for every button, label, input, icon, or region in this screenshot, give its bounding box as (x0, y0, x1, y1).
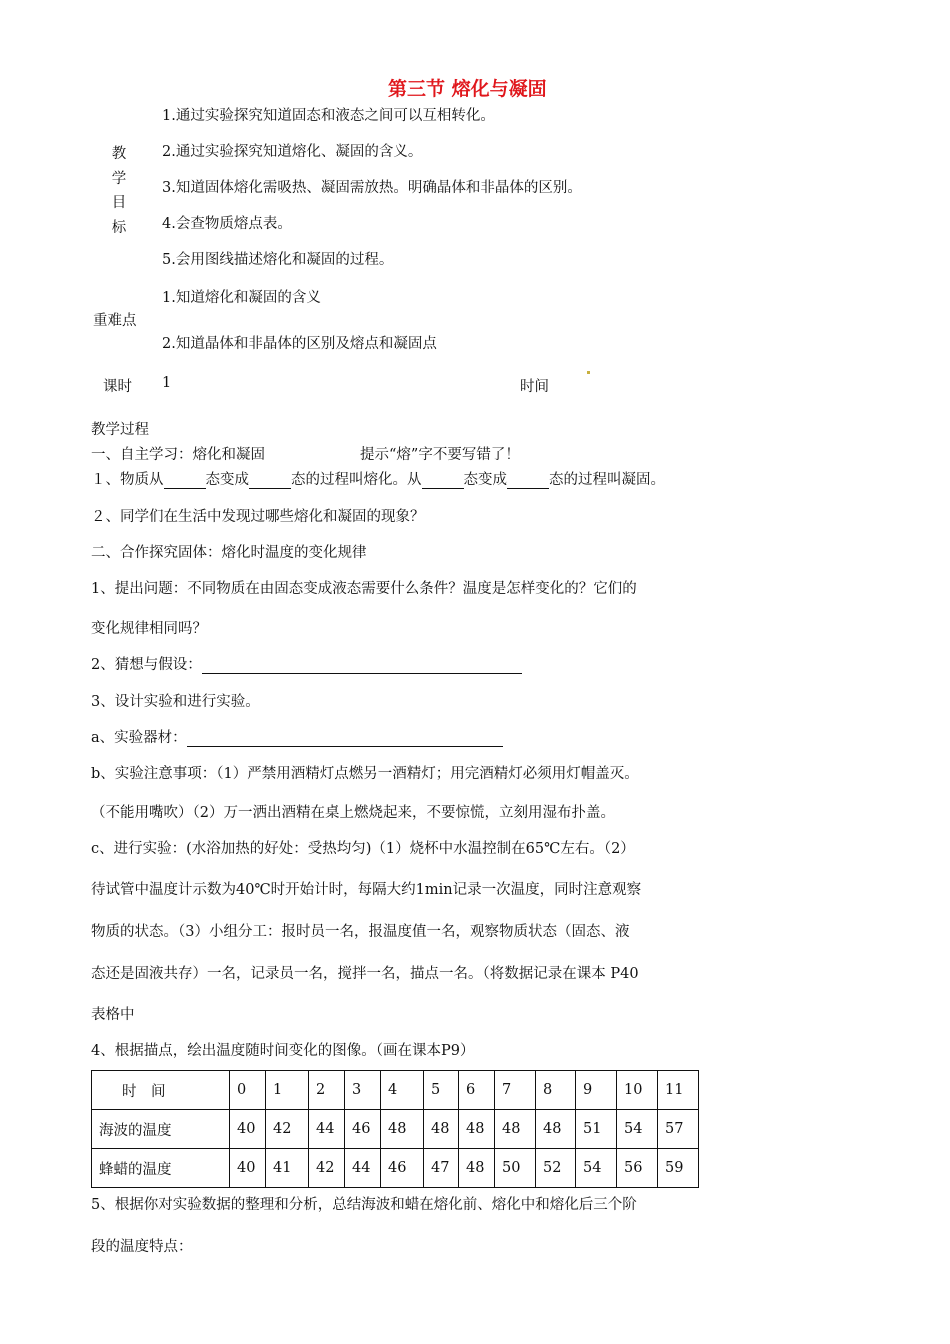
table-cell: 44 (309, 1110, 345, 1149)
question-1: １、物质从 态变成 态的过程叫熔化。从 态变成 态的过程叫凝固。 (91, 472, 665, 488)
paragraph: 段的温度特点： (91, 1239, 193, 1255)
table-cell: 44 (345, 1149, 381, 1188)
table-cell: 8 (536, 1071, 576, 1110)
table-cell: 42 (266, 1110, 309, 1149)
goal-item: 5.会用图线描述熔化和凝固的过程。 (162, 252, 394, 268)
table-cell: 52 (536, 1149, 576, 1188)
table-cell: 47 (424, 1149, 459, 1188)
goal-item: 2.通过实验探究知道熔化、凝固的含义。 (162, 144, 423, 160)
table-cell: 41 (266, 1149, 309, 1188)
difficulty-label: 重难点 (93, 313, 137, 329)
time-label: 时间 (520, 379, 549, 395)
table-cell: 9 (576, 1071, 617, 1110)
hint-text: 提示“熔”字不要写错了！ (360, 447, 520, 463)
table-row (92, 1149, 699, 1188)
table-cell: 51 (576, 1110, 617, 1149)
temperature-table (91, 1070, 699, 1188)
table-cell: 2 (309, 1071, 345, 1110)
goal-item: 3.知道固体熔化需吸热、凝固需放热。明确晶体和非晶体的区别。 (162, 180, 582, 196)
table-cell: 40 (230, 1149, 266, 1188)
table-cell: 46 (381, 1149, 424, 1188)
table-cell: 57 (658, 1110, 699, 1149)
paragraph: 待试管中温度计示数为40℃时开始计时，每隔大约1min记录一次温度，同时注意观察 (91, 882, 642, 898)
paragraph: 5、根据你对实验数据的整理和分析，总结海波和蜡在熔化前、熔化中和熔化后三个阶 (91, 1197, 637, 1213)
table-cell: 54 (617, 1110, 658, 1149)
process-heading: 教学过程 (91, 422, 149, 438)
difficulty-item: 1.知道熔化和凝固的含义 (162, 290, 321, 306)
paragraph: （不能用嘴吹）（2）万一洒出酒精在桌上燃烧起来，不要惊慌，立刻用湿布扑盖。 (91, 805, 615, 821)
paragraph: 态还是固液共存）一名，记录员一名，搅拌一名，描点一名。（将数据记录在课本 P40 (91, 966, 639, 982)
table-cell: 蜂蜡的温度 (92, 1149, 230, 1188)
table-cell: 11 (658, 1071, 699, 1110)
table-cell: 48 (495, 1110, 536, 1149)
table-row (92, 1071, 699, 1110)
table-cell: 48 (424, 1110, 459, 1149)
table-cell: 4 (381, 1071, 424, 1110)
table-cell: 海波的温度 (92, 1110, 230, 1149)
goal-item: 1.通过实验探究知道固态和液态之间可以互相转化。 (162, 108, 495, 124)
table-cell: 1 (266, 1071, 309, 1110)
equipment-blank[interactable] (187, 746, 503, 747)
blank-field[interactable] (249, 488, 291, 489)
hypothesis-line: 2、猜想与假设： (91, 653, 522, 674)
paragraph: 变化规律相同吗？ (91, 621, 207, 637)
table-cell: 48 (459, 1110, 495, 1149)
paragraph: 物质的状态。（3）小组分工：报时员一名，报温度值一名，观察物质状态（固态、液 (91, 924, 630, 940)
period-label: 课时 (103, 379, 132, 395)
table-cell: 42 (309, 1149, 345, 1188)
table-row (92, 1110, 699, 1149)
table-cell: 5 (424, 1071, 459, 1110)
paragraph: 1、提出问题：不同物质在由固态变成液态需要什么条件？温度是怎样变化的？它们的 (91, 581, 637, 597)
table-cell: 3 (345, 1071, 381, 1110)
blank-field[interactable] (164, 488, 206, 489)
table-cell: 48 (381, 1110, 424, 1149)
table-cell: 48 (536, 1110, 576, 1149)
page-title: 第三节 熔化与凝固 (388, 78, 547, 100)
paragraph: 表格中 (91, 1007, 135, 1023)
table-cell: 时 间 (92, 1071, 230, 1110)
table-cell: 48 (459, 1149, 495, 1188)
section-2-heading: 二、合作探究固体：熔化时温度的变化规律 (91, 545, 367, 561)
table-cell: 40 (230, 1110, 266, 1149)
period-value: 1 (162, 375, 172, 391)
paragraph: 4、根据描点，绘出温度随时间变化的图像。（画在课本P9） (91, 1043, 475, 1059)
difficulty-item: 2.知道晶体和非晶体的区别及熔点和凝固点 (162, 336, 437, 352)
table-cell: 46 (345, 1110, 381, 1149)
paragraph: c、进行实验：(水浴加热的好处：受热均匀)（1）烧杯中水温控制在65℃左右。（2） (91, 841, 635, 857)
hypothesis-blank[interactable] (202, 673, 522, 674)
goal-item: 4.会查物质熔点表。 (162, 216, 292, 232)
table-cell: 7 (495, 1071, 536, 1110)
table-cell: 56 (617, 1149, 658, 1188)
goals-label: 教 学 目 标 (111, 146, 127, 236)
section-1-heading: 一、自主学习：熔化和凝固 (91, 447, 265, 463)
ink-speck (587, 371, 590, 374)
table-cell: 50 (495, 1149, 536, 1188)
table-cell: 0 (230, 1071, 266, 1110)
paragraph: b、实验注意事项：（1）严禁用酒精灯点燃另一酒精灯；用完酒精灯必须用灯帽盖灭。 (91, 766, 639, 782)
blank-field[interactable] (422, 488, 464, 489)
table-cell: 10 (617, 1071, 658, 1110)
table-cell: 54 (576, 1149, 617, 1188)
paragraph: 3、设计实验和进行实验。 (91, 694, 260, 710)
question-2: ２、同学们在生活中发现过哪些熔化和凝固的现象？ (91, 509, 425, 525)
table-cell: 59 (658, 1149, 699, 1188)
equipment-line: a、实验器材： (91, 726, 503, 747)
blank-field[interactable] (507, 488, 549, 489)
table-cell: 6 (459, 1071, 495, 1110)
